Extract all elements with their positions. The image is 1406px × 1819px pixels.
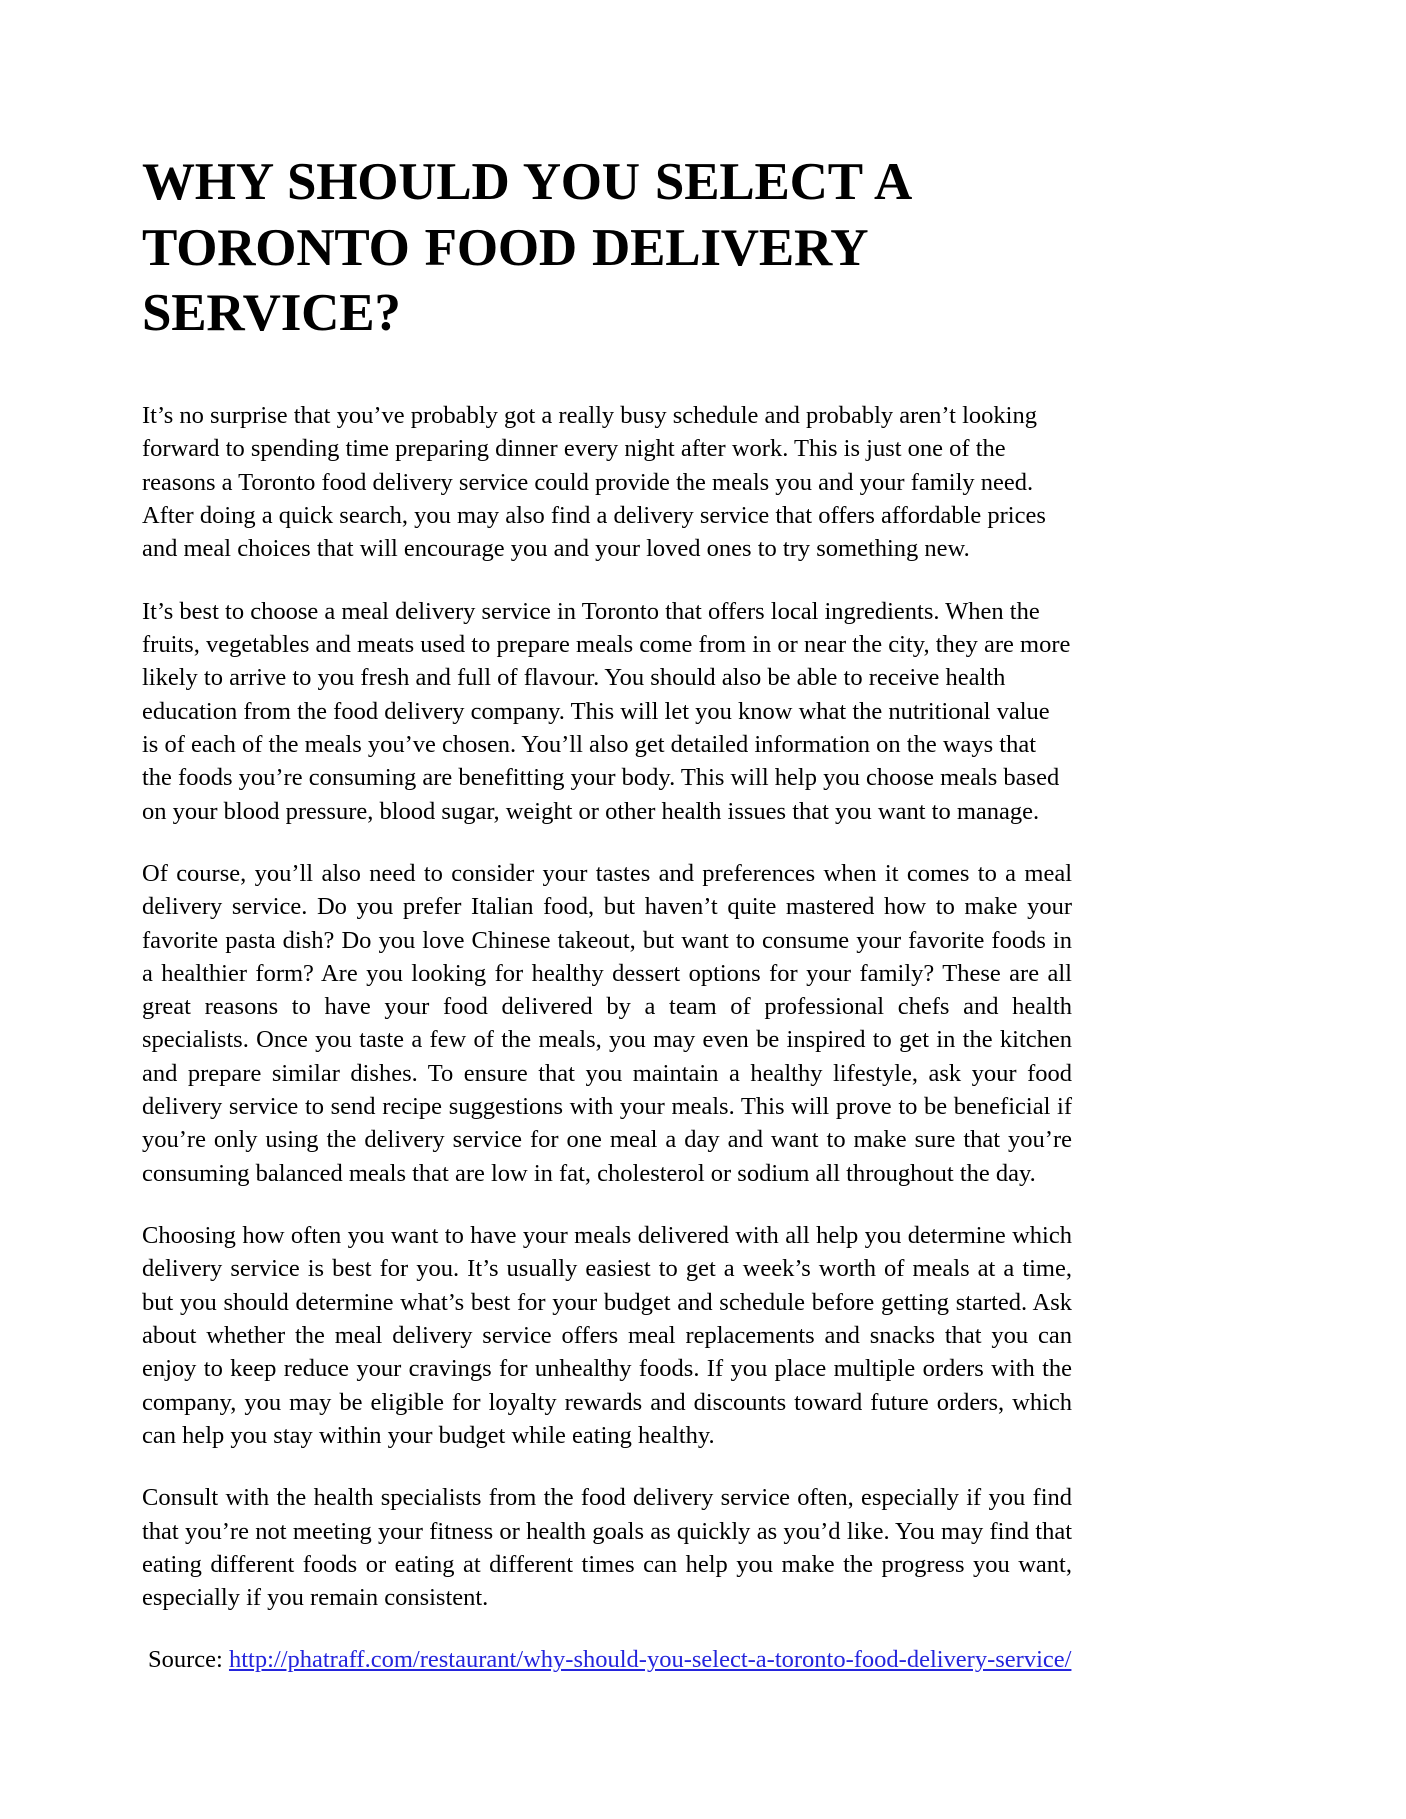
paragraph-3: Of course, you’ll also need to consider your tastes and preferences when it comes to a meal delivery service. Do you prefer Italian food, but haven’t quite mastered how to make your favorite pasta dish? Do you love Chinese takeout, but want to consume your favorite foods in a healthier form? Are you looking for healthy dessert options for your family? These are all great reasons to have your food delivered by a team of professional chefs and health specialists. Once you taste a few of the meals, you may even be inspired to get in the kitchen and prepare similar dishes. To ensure that you maintain a healthy lifestyle, ask your food delivery service to send recipe suggestions with your meals. This will prove to be beneficial if you’re only using the delivery service for one meal a day and want to make sure that you’re consuming balanced meals that are low in fat, cholesterol or sodium all throughout the day. [142,859,1072,1187]
source-line [148,1643,1072,1676]
source-label: Source: [148,1646,223,1674]
source-url-link[interactable]: http://phatraff.com/restaurant/why-should-you-select-a-toronto-food-delivery-service/ [228,1646,1072,1674]
paragraph-1: It’s no surprise that you’ve probably got a really busy schedule and probably aren’t looking forward to spending time preparing dinner every night after work. This is just one of the reasons a Toronto food delivery service could provide the meals you and your family need. After doing a quick search, you may also find a delivery service that offers affordable prices and meal choices that will encourage you and your loved ones to try something new. [142,402,1046,563]
document-content [142,150,1072,1677]
paragraph-4: Choosing how often you want to have your meals delivered with all help you determine which delivery service is best for you. It’s usually easiest to get a week’s worth of meals at a time, but you should determine what’s best for your budget and schedule before getting started. Ask about whether the meal delivery service offers meal replacements and snacks that you can enjoy to keep reduce your cravings for unhealthy foods. If you place multiple orders with the company, you may be eligible for loyalty rewards and discounts toward future orders, which can help you stay within your budget while eating healthy. [142,1222,1072,1449]
paragraph-2: It’s best to choose a meal delivery service in Toronto that offers local ingredients. When the fruits, vegetables and meats used to prepare meals come from in or near the city, they are more likely to arrive to you fresh and full of flavour. You should also be able to receive health education from the food delivery company. This will let you know what the nutritional value is of each of the meals you’ve chosen. You’ll also get detailed information on the ways that the foods you’re consuming are benefitting your body. This will help you choose meals based on your blood pressure, blood sugar, weight or other health issues that you want to manage. [142,597,1071,825]
document-body [142,399,1072,1677]
paragraph-5: Consult with the health specialists from the food delivery service often, especially if you find that you’re not meeting your fitness or health goals as quickly as you’d like. You may find that eating different foods or eating at different times can help you make the progress you want, especially if you remain consistent. [142,1484,1072,1612]
page-title: WHY SHOULD YOU SELECT A TORONTO FOOD DELIVERY SERVICE? [142,153,910,343]
